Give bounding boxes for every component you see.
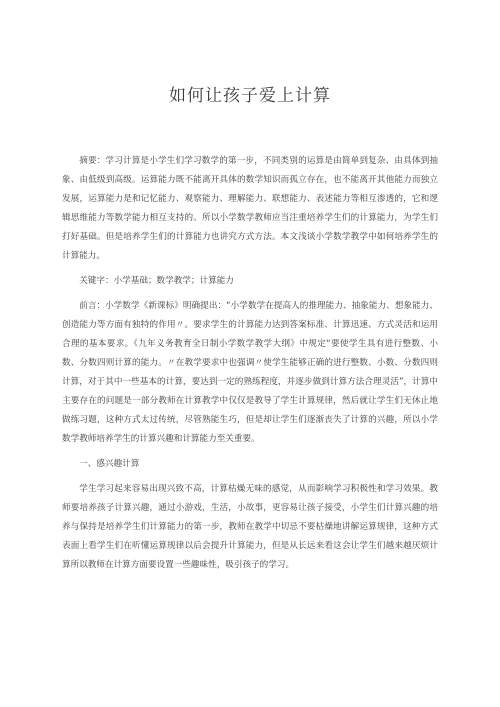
keywords-paragraph: 关键字：小学基础；数学教学；计算能力 [79,276,234,286]
abstract-paragraph: 摘要：学习计算是小学生们学习数学的第一步，不同类别的运算是由简单到复杂、由具体到抽象、由低级到高级。运算能力既不能离开具体的数学知识而孤立存在，也不能离开其他能力而独立发展，运算能力是和记忆能力、观察能力、理解能力、联想能力、表述能力等相互渗透的，它和逻辑思维能力等数学能力相互支持的。所以小学数学教师应当注重培养学生们的计算能力，为学生们打好基础。但是培养学生们的计算能力也讲究方式方法。本文浅谈小学数学教学中如何培养学生的计算能力。 [62,156,438,261]
intro-paragraph: 前言：小学数学《新课标》明确提出：“小学数学在提高人的推理能力、抽象能力、想象能力、创造能力等方面有独特的作用〃。要求学生的计算能力达到答案标准、计算迅速、方式灵活和运用合理的基本要求。《九年义务教育全日制小学数学教学大纲》中规定“要使学生具有进行整数、小数、分数四则计算的能力。〃在教学要求中也强调〃使学生能够正确的进行整数、小数、分数四则计算，对于其中一些基本的计算，要达到一定的熟练程度，并逐步做到计算方法合理灵活”，计算中主要存在的问题是一部分教师在计算教学中仅仅是教导了学生计算规律，然后就让学生们无休止地做练习题，这种方式太过传统，尽管熟能生巧，但是却让学生们逐渐丧失了计算的兴趣，所以小学数学教师培养学生的计算兴趣和计算能力至关重要。 [62,301,438,444]
section-body-paragraph: 学生学习起来容易出现兴致不高，计算枯燥无味的感觉，从而影响学习积极性和学习效果。教师要培养孩子计算兴趣，通过小游戏，生活，小故事，更容易让孩子接受，小学生们计算兴趣的培养与保持是培养学生们计算能力的第一步，教师在教学中切忌不要枯燥地讲解运算规律，这种方式表面上看学生们在听懂运算规律以后会提升计算能力，但是从长远来看这会让学生们越来越厌烦计算所以教师在计算方面要设置一些趣味性，吸引孩子的学习。 [62,484,438,570]
document-title: 如何让孩子爱上计算 [169,86,331,106]
section-heading: 一、感兴趣计算 [79,459,140,469]
